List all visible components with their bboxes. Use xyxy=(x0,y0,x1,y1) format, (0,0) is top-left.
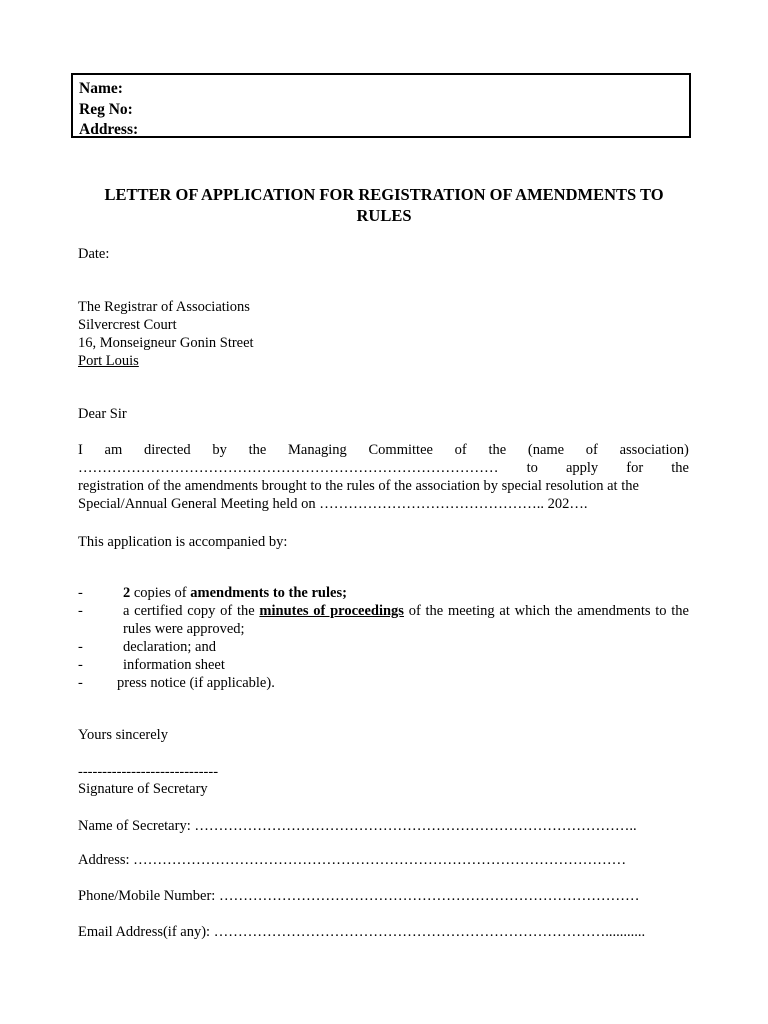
body-line-3: registration of the amendments brought to the rules of the association by special resolution at the xyxy=(78,478,639,494)
word: Committee xyxy=(368,442,433,458)
reg-no-label: Reg No: xyxy=(79,100,133,118)
email-field: Email Address(if any): ………………………………………………………………………........... xyxy=(78,924,646,940)
item-text: a certified copy of the xyxy=(123,603,260,619)
word: apply xyxy=(565,460,599,476)
recipient-address xyxy=(78,298,689,370)
recipient-line-2: Silvercrest Court xyxy=(78,317,177,333)
item-text: press notice (if applicable). xyxy=(117,675,275,691)
secretary-name-field: Name of Secretary: ……………………………………………………………………………….. xyxy=(78,818,637,834)
item-text: declaration; and xyxy=(123,639,216,655)
salutation: Dear Sir xyxy=(78,406,127,422)
enclosures-list xyxy=(78,584,689,692)
word: of xyxy=(454,442,467,458)
letter-title xyxy=(72,184,696,226)
name-label: Name: xyxy=(79,80,123,97)
word: the xyxy=(671,460,689,476)
list-item xyxy=(78,656,689,674)
item-text: copies of xyxy=(130,585,191,601)
title-line-2: RULES xyxy=(356,206,412,225)
date-label: Date: xyxy=(78,246,110,262)
body-paragraph xyxy=(78,441,689,513)
body-line-2 xyxy=(78,459,689,477)
word: for xyxy=(626,460,644,476)
word: of xyxy=(585,442,598,458)
word: am xyxy=(104,442,123,458)
dash-bullet: - xyxy=(78,585,83,601)
signature-label: Signature of Secretary xyxy=(78,781,208,797)
word: I xyxy=(78,442,83,458)
item-bold-underlined-text: minutes of proceedings xyxy=(259,603,404,619)
dash-bullet: - xyxy=(78,675,83,691)
item-text: of the meeting at which the amendments to the rules were approved; xyxy=(123,603,689,637)
word: (name xyxy=(527,442,565,458)
secretary-address-field: Address: ………………………………………………………………………………………… xyxy=(78,852,627,868)
body-line-4: Special/Annual General Meeting held on ……………………………………….. 202…. xyxy=(78,496,588,512)
recipient-city: Port Louis xyxy=(78,353,139,369)
copies-count: 2 xyxy=(123,585,131,601)
dash-bullet: - xyxy=(78,657,83,673)
association-name-blank: …………………………………………………………………………… xyxy=(78,460,499,476)
dash-bullet: - xyxy=(78,603,83,619)
item-text: information sheet xyxy=(123,657,225,673)
list-item xyxy=(78,674,689,692)
recipient-line-3: 16, Monseigneur Gonin Street xyxy=(78,335,254,351)
recipient-line-1: The Registrar of Associations xyxy=(78,299,250,315)
dash-bullet: - xyxy=(78,639,83,655)
body-line-1 xyxy=(78,441,689,459)
address-label: Address: xyxy=(79,121,139,138)
word: directed xyxy=(143,442,191,458)
word: association) xyxy=(619,442,689,458)
list-item xyxy=(78,584,689,602)
list-item xyxy=(78,638,689,656)
closing: Yours sincerely xyxy=(78,727,168,743)
item-bold-text: amendments to the rules; xyxy=(190,585,347,601)
word: by xyxy=(212,442,227,458)
accompanied-by-text: This application is accompanied by: xyxy=(78,534,288,550)
applicant-info-box xyxy=(71,73,691,138)
word: the xyxy=(248,442,267,458)
word: to xyxy=(526,460,538,476)
signature-line: ----------------------------- xyxy=(78,764,219,780)
title-line-1: LETTER OF APPLICATION FOR REGISTRATION OF AMENDMENTS TO xyxy=(104,185,664,204)
word: Managing xyxy=(288,442,347,458)
phone-field: Phone/Mobile Number: …………………………………………………………………………… xyxy=(78,888,640,904)
word: the xyxy=(488,442,507,458)
list-item xyxy=(78,602,689,638)
